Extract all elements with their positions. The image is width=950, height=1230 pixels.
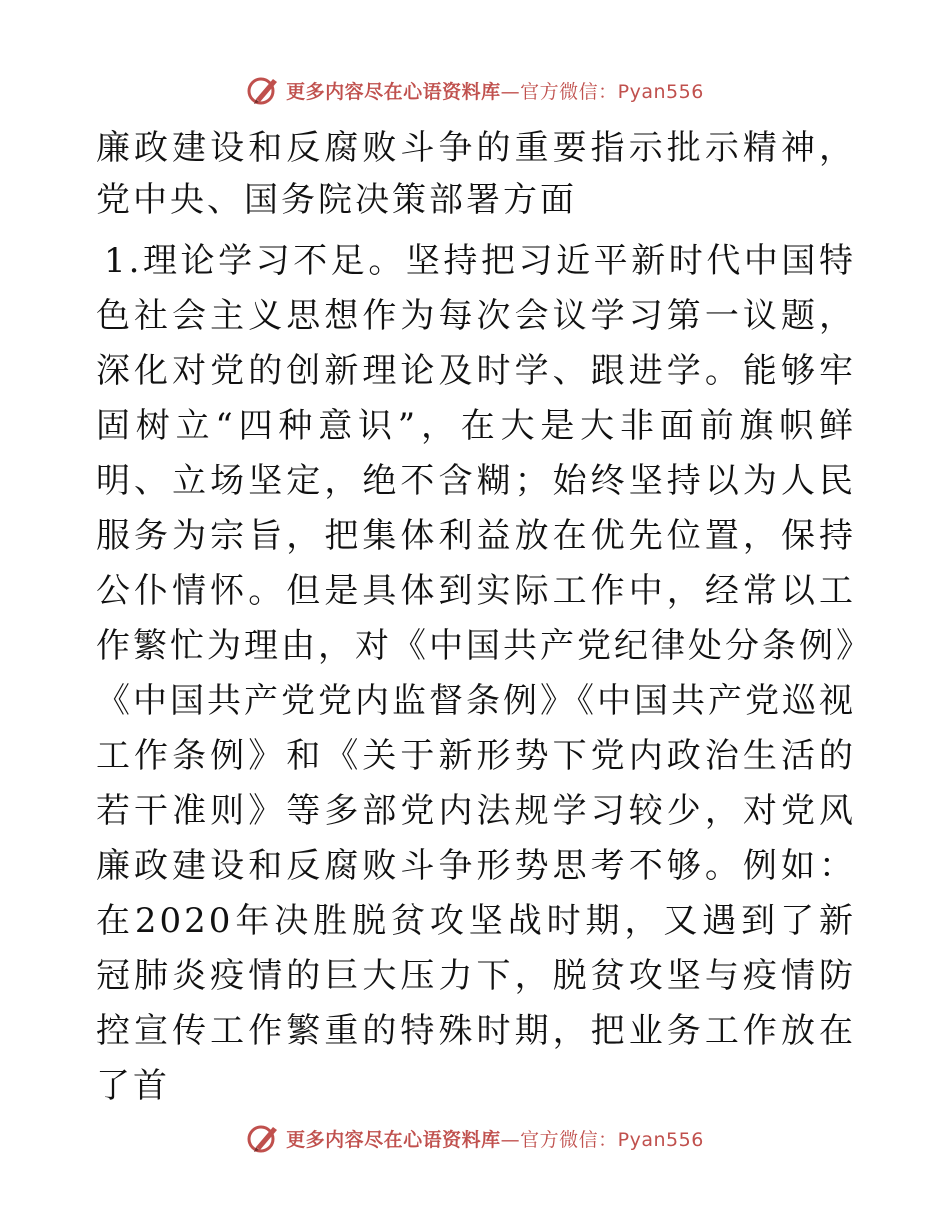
body-paragraph: 1.理论学习不足。坚持把习近平新时代中国特色社会主义思想作为每次会议学习第一议题，深化对党的创新理论及时学、跟进学。能够牢固树立“四种意识”，在大是大非面前旗帜鲜明、立场坚定，绝不含糊；始终坚持以为人民服务为宗旨，把集体利益放在优先位置，保持公仆情怀。但是具体到实际工作中，经常以工作繁忙为理由，对《中国共产党纪律处分条例》《中国共产党党内监督条例》《中国共产党巡视工作条例》和《关于新形势下党内政治生活的若干准则》等多部党内法规学习较少，对党风廉政建设和反腐败斗争形势思考不够。例如：在2020年决胜脱贫攻坚战时期，又遇到了新冠肺炎疫情的巨大压力下，脱贫攻坚与疫情防控宣传工作繁重的特殊时期，把业务工作放在了首: [96, 241, 856, 1106]
banner-wechat-text: 官方微信：Pyan556: [520, 80, 704, 103]
banner-text: [286, 77, 704, 104]
banner-main-text: 更多内容尽在心语资料库: [286, 80, 501, 103]
section-heading: 廉政建设和反腐败斗争的重要指示批示精神，党中央、国务院决策部署方面: [96, 128, 856, 220]
banner-dash: —: [500, 1128, 521, 1151]
header-banner: [0, 70, 950, 110]
footer-banner: [0, 1118, 950, 1158]
document-body: [96, 122, 856, 1114]
pen-logo-icon: [246, 1121, 280, 1155]
pen-logo-icon: [246, 73, 280, 107]
banner-dash: —: [500, 80, 521, 103]
banner-wechat-text: 官方微信：Pyan556: [520, 1128, 704, 1151]
banner-text: [286, 1125, 704, 1152]
banner-main-text: 更多内容尽在心语资料库: [286, 1128, 501, 1151]
